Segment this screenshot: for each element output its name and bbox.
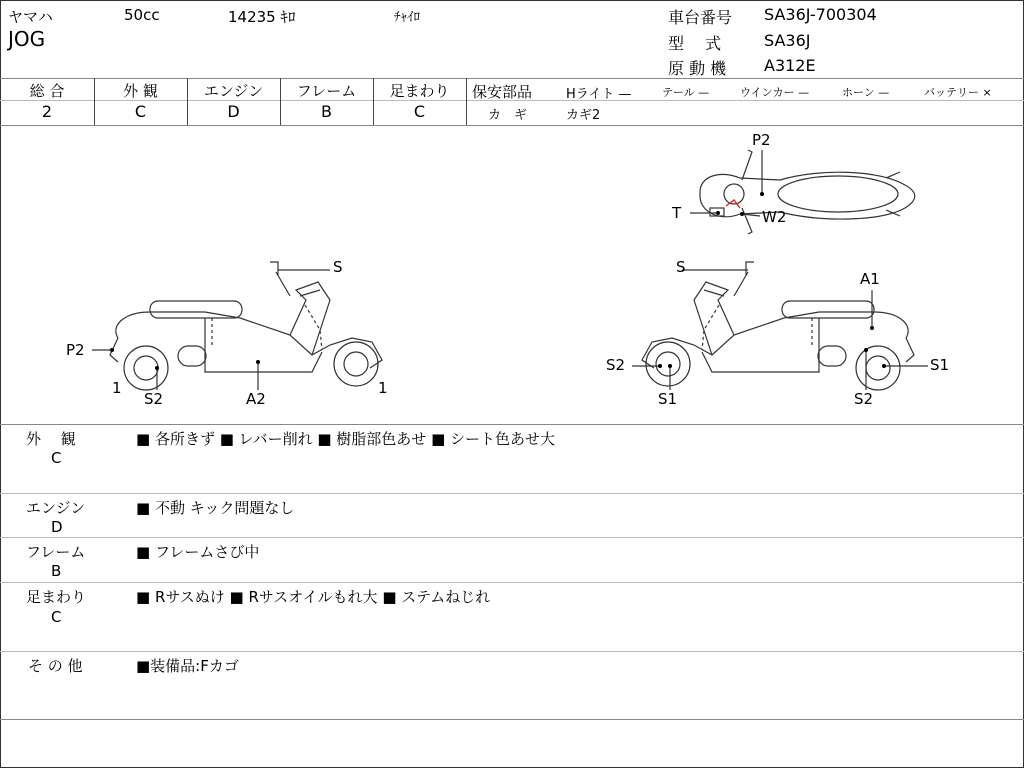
key-label: カ ギ (488, 108, 528, 123)
model-name: JOG (8, 27, 46, 51)
note-suspension-grade: C (51, 608, 62, 626)
safety-tail: テール — (662, 86, 710, 99)
label-one-left: 1 (112, 379, 122, 397)
safety-winker: ウインカー — (740, 86, 810, 99)
note-appearance-label: 外 観 (26, 430, 76, 448)
divider (466, 100, 1024, 101)
label-s2-left: S2 (144, 390, 164, 408)
key-value: カギ2 (566, 108, 601, 123)
safety-headlight: Hライト — (566, 87, 632, 102)
scooter-left-view (110, 262, 382, 390)
engine: A312E (764, 56, 816, 75)
grade-engine-value: D (227, 102, 240, 121)
grade-appearance-label: 外 観 (123, 82, 158, 100)
divider (0, 424, 1024, 425)
label-a1: A1 (860, 270, 880, 288)
note-frame-text: ■ フレームさび中 (136, 543, 260, 561)
divider (0, 537, 1024, 538)
note-suspension-label: 足まわり (26, 588, 87, 606)
frame-no: SA36J-700304 (764, 5, 877, 24)
note-suspension-text: ■ Rサスぬけ ■ Rサスオイルもれ大 ■ ステムねじれ (136, 588, 491, 606)
note-appearance-grade: C (51, 449, 62, 467)
type: SA36J (764, 31, 811, 50)
divider (0, 651, 1024, 652)
note-engine-label: エンジン (26, 499, 86, 517)
safety-label: 保安部品 (472, 83, 533, 101)
engine-label: 原 動 機 (668, 59, 727, 78)
grade-suspension-label: 足まわり (389, 82, 450, 100)
label-p2-top: P2 (752, 131, 771, 149)
note-engine-grade: D (51, 518, 63, 536)
grade-appearance-value: C (134, 102, 147, 121)
label-s2-right: S2 (606, 356, 626, 374)
grade-engine-label: エンジン (203, 82, 264, 100)
divider (0, 582, 1024, 583)
label-p2-left: P2 (66, 341, 85, 359)
grade-frame-label: フレーム (296, 82, 357, 100)
note-other-text: ■装備品:Fカゴ (136, 657, 239, 675)
note-frame-grade: B (51, 562, 62, 580)
grade-overall-label: 総 合 (29, 82, 65, 100)
maker: ヤマハ (8, 8, 53, 26)
note-other-label: そ の 他 (28, 657, 83, 675)
color: ﾁｬｲﾛ (394, 10, 420, 25)
safety-horn: ホーン — (842, 86, 890, 99)
label-a2: A2 (246, 390, 266, 408)
type-label: 型 式 (668, 34, 722, 53)
grade-frame-value: B (321, 102, 332, 121)
label-one-right: 1 (378, 379, 388, 397)
label-s1-right: S1 (930, 356, 950, 374)
label-s1-left: S1 (658, 390, 678, 408)
label-t: T (672, 204, 682, 222)
safety-battery: バッテリー × (924, 86, 992, 99)
note-appearance-text: ■ 各所きず ■ レバー削れ ■ 樹脂部色あせ ■ シート色あせ大 (136, 430, 556, 448)
label-s2-rear: S2 (854, 390, 874, 408)
label-s-left: S (333, 258, 343, 276)
label-w2: W2 (762, 208, 787, 226)
note-engine-text: ■ 不動 キック問題なし (136, 499, 295, 517)
divider (0, 493, 1024, 494)
divider (0, 719, 1024, 720)
divider (0, 78, 1024, 79)
displacement: 50cc (124, 6, 160, 24)
grade-suspension-value: C (413, 102, 426, 121)
divider (466, 78, 467, 125)
note-frame-label: フレーム (26, 543, 86, 561)
mileage: 14235 ｷﾛ (228, 8, 296, 26)
label-s-right: S (676, 258, 686, 276)
frame-no-label: 車台番号 (668, 8, 733, 27)
grade-overall-value: 2 (41, 102, 53, 121)
scooter-top-view (700, 150, 915, 234)
